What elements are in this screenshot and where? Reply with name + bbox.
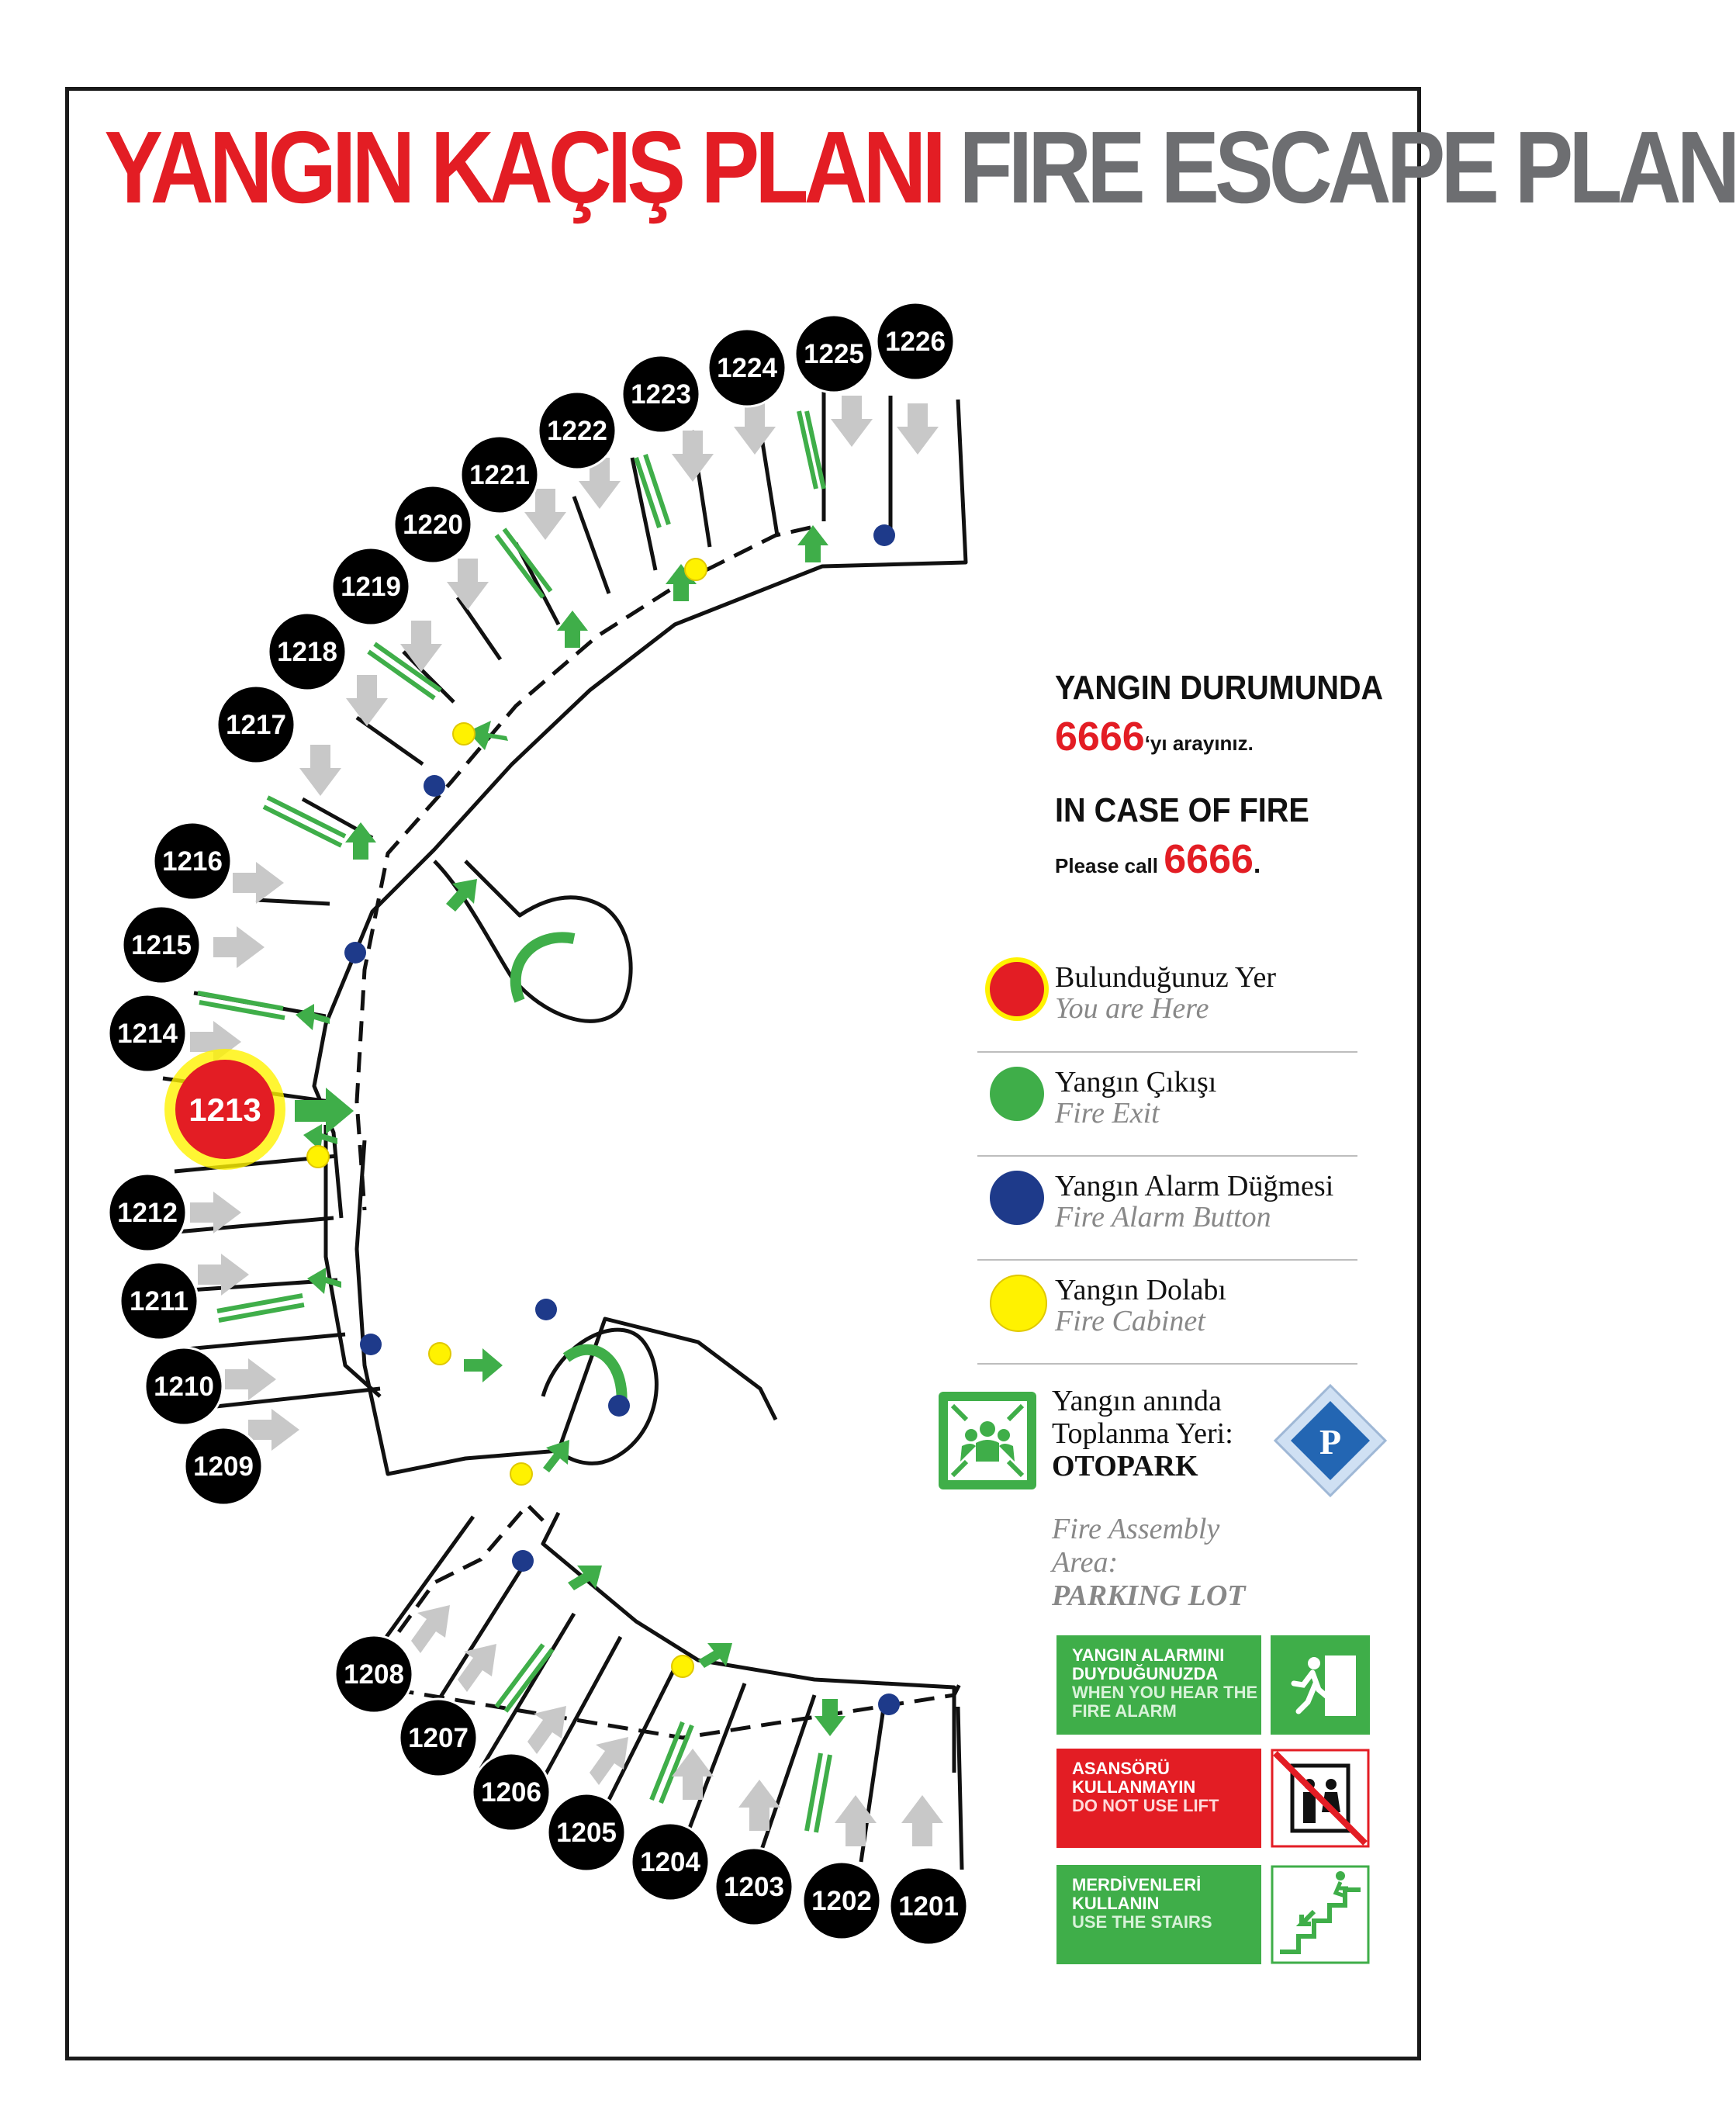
info-tr-heading: YANGIN DURUMUNDA [1055,669,1384,707]
room-number: 1207 [408,1723,469,1753]
room-number: 1217 [226,710,286,740]
room-number: 1209 [193,1451,254,1482]
room-number: 1218 [277,637,337,667]
sign-no-lift: ASANSÖRÜ KULLANMAYIN DO NOT USE LIFT [1056,1749,1363,1848]
room-number: 1211 [130,1286,188,1316]
room-number: 1212 [117,1198,178,1228]
room-number: 1208 [344,1659,404,1690]
assembly-point-icon [937,1390,1038,1491]
title-turkish: YANGIN KAÇIŞ PLANI [104,110,942,224]
legend-green-dot [990,1067,1044,1121]
assembly-text-en: Fire Assembly Area: PARKING LOT [1052,1513,1246,1612]
sign-fire-alarm: YANGIN ALARMINI DUYDUĞUNUZDA WHEN YOU HEAR THE FIRE ALARM [1056,1635,1363,1735]
legend-divider [977,1363,1357,1365]
legend-yellow-dot [990,1275,1047,1332]
room-number: 1222 [547,416,607,446]
legend-blue-dot [990,1171,1044,1225]
assembly-text-tr: Yangın anında Toplanma Yeri: OTOPARK [1052,1385,1233,1483]
room-number: 1215 [131,930,192,960]
room-number: 1201 [898,1891,959,1922]
info-en-heading: IN CASE OF FIRE [1055,791,1309,829]
no-lift-icon [1271,1749,1370,1848]
title-english: FIRE ESCAPE PLAN [959,110,1736,224]
info-en-call: Please call 6666. [1055,837,1261,882]
room-number: 1210 [154,1372,214,1402]
room-number: 1220 [403,510,463,540]
room-number: 1202 [811,1886,872,1916]
room-number: 1219 [341,572,401,602]
exit-running-man-icon [1271,1635,1370,1735]
info-tr-call: 6666‘yı arayınız. [1055,714,1254,759]
room-number: 1221 [469,460,530,490]
svg-text:P: P [1319,1422,1342,1462]
emergency-number-tr: 6666 [1055,714,1145,759]
room-number: 1204 [640,1847,700,1877]
room-number: 1206 [481,1777,541,1808]
parking-icon [1272,1382,1388,1499]
room-number: 1223 [631,379,691,410]
current-room-label: 1213 [188,1092,261,1128]
room-number: 1216 [162,846,223,877]
room-number: 1224 [717,353,777,383]
legend-fire-alarm: Yangın Alarm Düğmesi Fire Alarm Button [977,1155,1357,1259]
sign-use-stairs: MERDİVENLERİ KULLANIN USE THE STAIRS [1056,1865,1363,1964]
room-number: 1203 [724,1872,784,1902]
junction-wall [357,1140,776,1474]
emergency-number-en: 6666 [1164,837,1254,882]
room-number: 1225 [804,339,864,369]
legend-fire-cabinet: Yangın Dolabı Fire Cabinet [977,1259,1357,1363]
legend-red-dot [990,962,1044,1016]
legend-fire-exit: Yangın Çıkışı Fire Exit [977,1051,1357,1155]
room-number: 1205 [556,1818,617,1848]
legend-you-are-here: Bulunduğunuz Yer You are Here [977,946,1357,1050]
stairs-icon [1271,1865,1370,1964]
room-number: 1226 [885,327,946,357]
room-number: 1214 [117,1019,178,1049]
